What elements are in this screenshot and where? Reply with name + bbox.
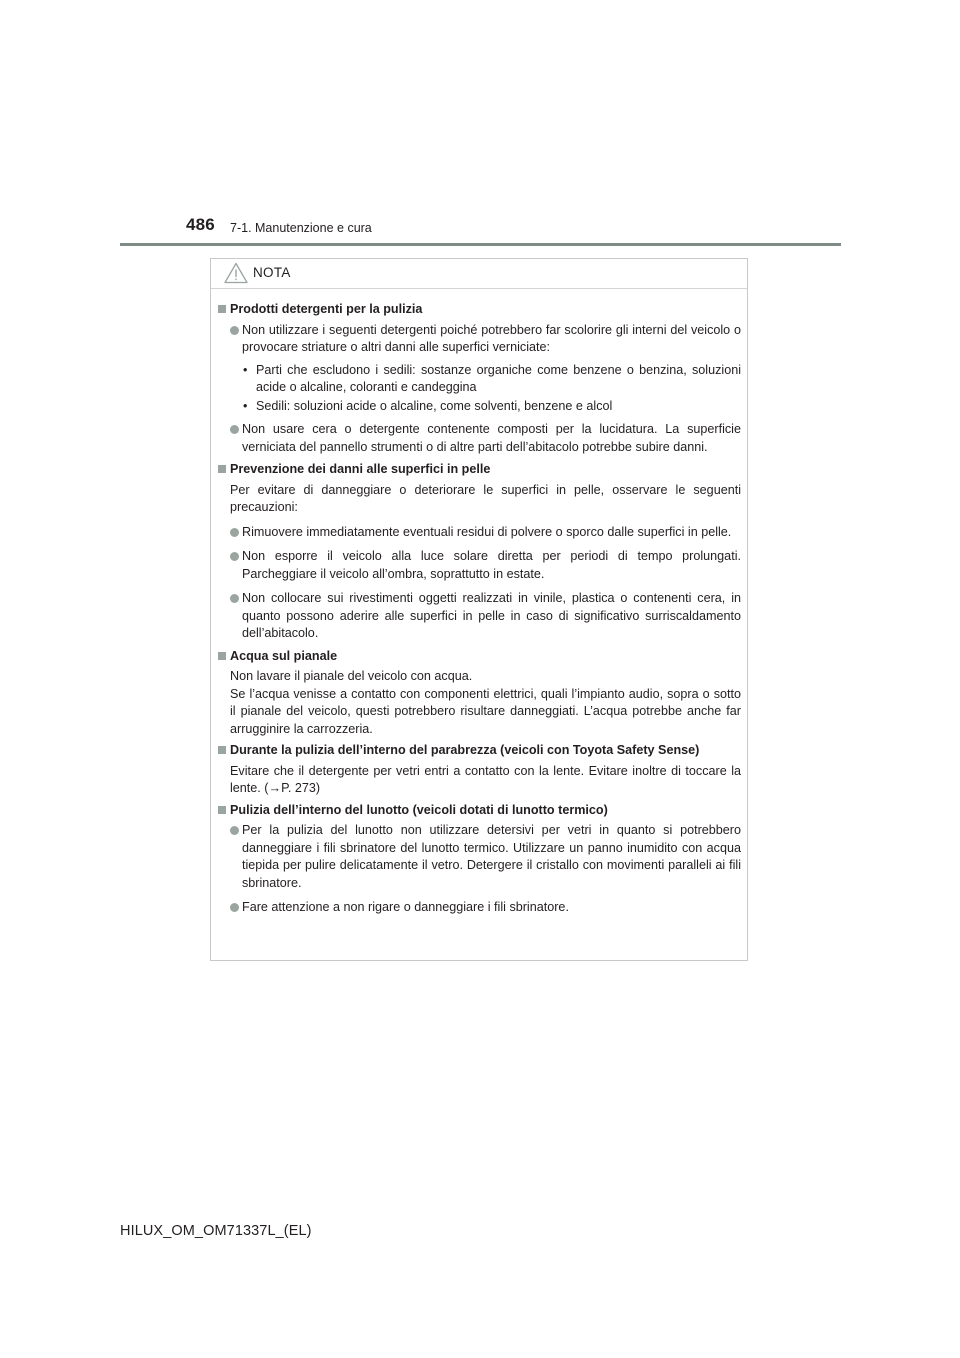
bullet-item — [217, 548, 741, 583]
square-bullet-icon — [218, 305, 226, 313]
square-bullet-icon — [218, 465, 226, 473]
bullet-item — [217, 322, 741, 357]
section-detergent-products — [217, 301, 741, 456]
circle-bullet-icon — [230, 552, 239, 561]
sub-item-text: Parti che escludono i sedili: sostanze organiche come benzene o benzina, soluzioni acide o alcaline, coloranti e candeggina — [256, 362, 741, 394]
section-paragraph: Se l’acqua venisse a contatto con componenti elettrici, quali l’impianto audio, sopra o sotto il pianale del veicolo, questi potrebbero risultare danneggiati. L’acqua potrebbe anche far arrugginire la carrozzeria. — [230, 686, 741, 736]
section-heading-text: Prodotti detergenti per la pulizia — [230, 302, 423, 316]
section-title: 7-1. Manutenzione e cura — [230, 221, 372, 235]
bullet-item — [217, 822, 741, 892]
section-paragraph: Evitare che il detergente per vetri entri a contatto con la lente. Evitare inoltre di toccare la lente. (→P. 273) — [230, 763, 741, 795]
section-paragraph: Per evitare di danneggiare o deteriorare le superfici in pelle, osservare le seguenti precauzioni: — [230, 482, 741, 514]
sub-item-text: Sedili: soluzioni acide o alcaline, come solventi, benzene e alcol — [256, 398, 613, 413]
bullet-item — [217, 421, 741, 456]
nota-content — [211, 289, 747, 917]
bullet-item — [217, 590, 741, 643]
header-rule — [120, 243, 841, 246]
section-heading — [217, 648, 741, 666]
bullet-text: Non usare cera o detergente contenente composti per la lucidatura. La superficie verniciata del pannello strumenti o di altre parti dell’abitacolo potrebbe subire danni. — [242, 422, 741, 454]
section-water-floor — [217, 648, 741, 739]
section-heading-text: Pulizia dell’interno del lunotto (veicoli dotati di lunotto termico) — [230, 802, 608, 817]
sub-bullet-icon: • — [243, 362, 248, 377]
bullet-text: Non collocare sui rivestimenti oggetti realizzati in vinile, plastica o contenenti cera, in quanto possono aderire alle superfici in pelle in caso di significativo surriscaldamento dell’abitacolo. — [242, 591, 741, 640]
square-bullet-icon — [218, 746, 226, 754]
circle-bullet-icon — [230, 594, 239, 603]
section-heading-text: Acqua sul pianale — [230, 648, 338, 663]
document-id: HILUX_OM_OM71337L_(EL) — [120, 1223, 312, 1239]
section-heading-text: Prevenzione dei danni alle superfici in pelle — [230, 462, 491, 476]
bullet-text: Per la pulizia del lunotto non utilizzare detersivi per vetri in quanto si potrebbero danneggiare i fili sbrinatore del lunotto termico. Utilizzare un panno inumidito con acqua tiepida per pulire delicatamente il vetro. Detergere il cristallo con movimenti paralleli ai fili sbrinatore. — [242, 823, 741, 890]
warning-triangle-icon — [224, 262, 248, 284]
bullet-text: Non esporre il veicolo alla luce solare diretta per periodi di tempo prolungati. Parcheggiare il veicolo all’ombra, soprattutto in estate. — [242, 549, 741, 581]
section-leather-protection — [217, 461, 741, 643]
section-rear-window-cleaning — [217, 802, 741, 917]
nota-title: NOTA — [253, 265, 291, 280]
section-heading — [217, 461, 741, 479]
section-windshield-cleaning — [217, 742, 741, 798]
circle-bullet-icon — [230, 425, 239, 434]
section-heading — [217, 301, 741, 319]
sub-item — [217, 398, 741, 416]
section-heading-text: Durante la pulizia dell’interno del parabrezza (veicoli con Toyota Safety Sense) — [230, 743, 700, 757]
nota-box — [210, 258, 748, 961]
section-heading — [217, 742, 741, 760]
bullet-item — [217, 524, 741, 542]
square-bullet-icon — [218, 806, 226, 814]
nota-header — [211, 259, 747, 289]
sub-item — [217, 362, 741, 397]
circle-bullet-icon — [230, 528, 239, 537]
circle-bullet-icon — [230, 826, 239, 835]
circle-bullet-icon — [230, 326, 239, 335]
bullet-text: Rimuovere immediatamente eventuali residui di polvere o sporco dalle superfici in pelle. — [242, 524, 732, 539]
section-heading — [217, 802, 741, 820]
bullet-text: Fare attenzione a non rigare o danneggiare i fili sbrinatore. — [242, 900, 569, 914]
circle-bullet-icon — [230, 903, 239, 912]
square-bullet-icon — [218, 652, 226, 660]
page-number: 486 — [186, 215, 215, 234]
section-paragraph: Non lavare il pianale del veicolo con acqua. — [230, 669, 473, 683]
bullet-text: Non utilizzare i seguenti detergenti poiché potrebbero far scolorire gli interni del veicolo o provocare striature o altri danni alle superfici verniciate: — [242, 322, 741, 354]
sub-bullet-icon: • — [243, 398, 248, 413]
bullet-item — [217, 899, 741, 917]
